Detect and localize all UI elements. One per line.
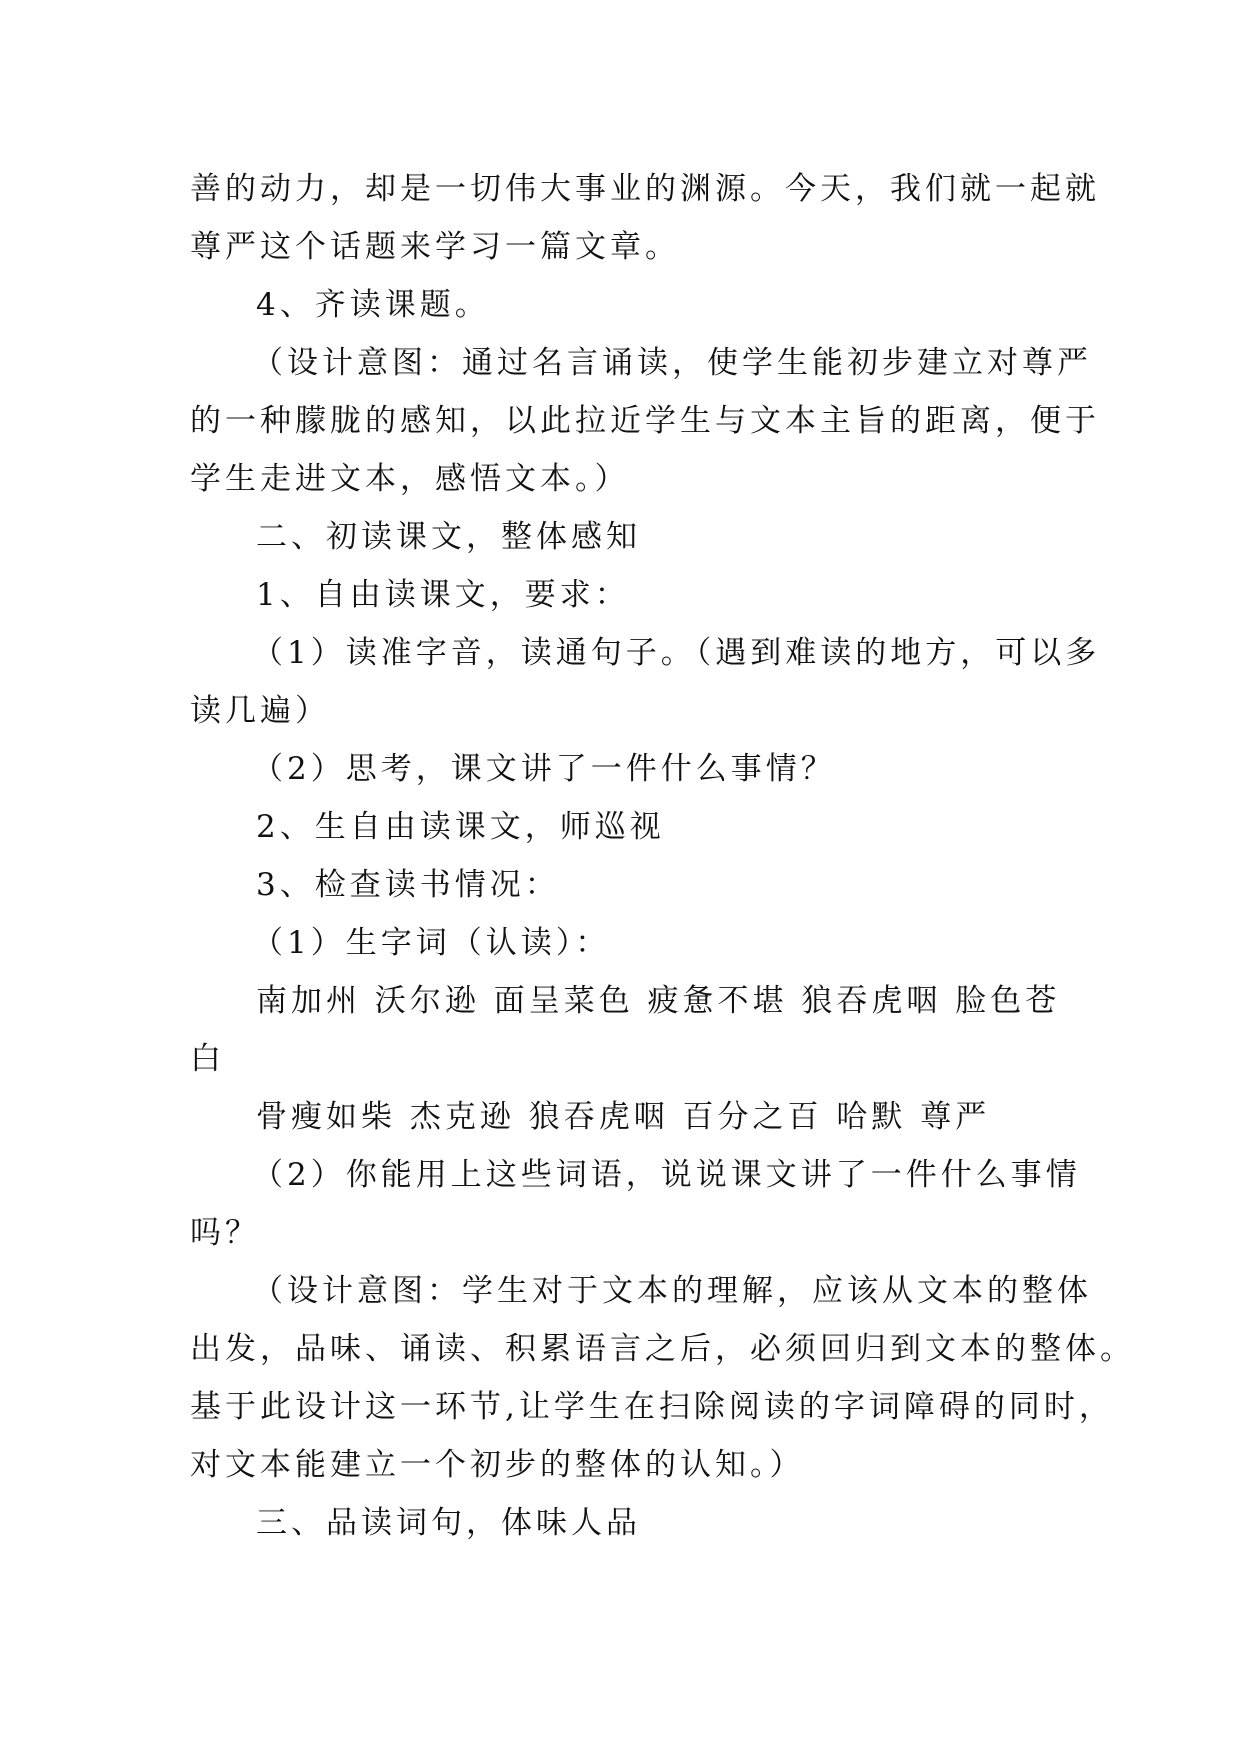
text-line: 对文本能建立一个初步的整体的认知。） [190,1447,805,1483]
vocabulary-line: 骨瘦如柴 杰克逊 狼吞虎咽 百分之百 哈默 尊严 [256,1099,991,1135]
text-line: 读几遍） [190,693,330,729]
text-line: 基于此设计这一环节,让学生在扫除阅读的字词障碍的同时， [190,1389,1114,1425]
text-line: （1）读准字音，读通句子。（遇到难读的地方，可以多 [252,635,1101,671]
text-line: 2、生自由读课文，师巡视 [256,809,665,845]
document-body [190,160,1135,1552]
text-line: （设计意图：通过名言诵读，使学生能初步建立对尊严 [252,345,1092,381]
section-heading: 三、品读词句，体味人品 [256,1505,641,1541]
text-line: 学生走进文本，感悟文本。） [190,461,630,497]
text-line: 3、检查读书情况： [256,867,560,903]
vocabulary-line: 南加州 沃尔逊 面呈菜色 疲惫不堪 狼吞虎咽 脸色苍 [256,983,1061,1019]
text-line: （设计意图：学生对于文本的理解，应该从文本的整体 [252,1273,1092,1309]
text-line: 出发，品味、诵读、积累语言之后，必须回归到文本的整体。 [190,1331,1135,1367]
vocabulary-line: 白 [190,1041,225,1077]
text-line: （2）思考，课文讲了一件什么事情？ [252,751,836,787]
text-line: 的一种朦胧的感知，以此拉近学生与文本主旨的距离，便于 [190,403,1100,439]
section-heading: 二、初读课文，整体感知 [256,519,641,555]
text-line: 1、自由读课文，要求： [256,577,630,613]
text-line: 4、齐读课题。 [256,287,490,323]
text-line: 尊严这个话题来学习一篇文章。 [190,229,680,265]
text-line: 善的动力，却是一切伟大事业的渊源。今天，我们就一起就 [190,171,1100,207]
text-line: （1）生字词（认读）： [252,925,611,961]
text-line: （2）你能用上这些词语，说说课文讲了一件什么事情 [252,1157,1081,1193]
text-line: 吗？ [190,1215,260,1251]
